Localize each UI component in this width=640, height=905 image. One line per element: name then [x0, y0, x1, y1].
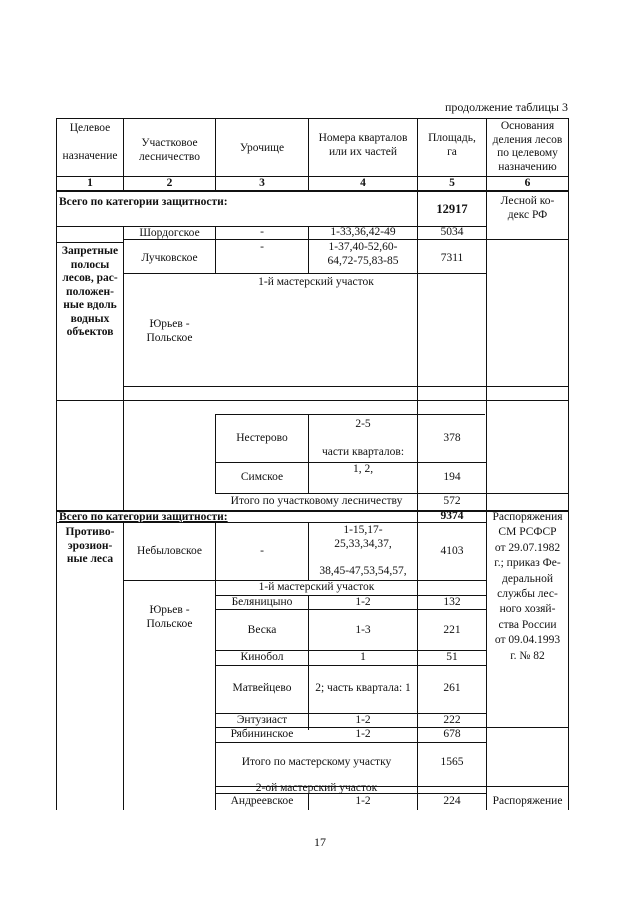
quarters-spacer — [309, 551, 417, 565]
header-line: по целевому — [497, 147, 558, 159]
tract-cell: Рябининское — [230, 728, 294, 740]
total-protection-label: Всего по категории защитности: — [59, 511, 228, 523]
col-number: 4 — [360, 177, 366, 189]
purpose-cell — [57, 245, 123, 340]
basis-line: г. № 82 — [510, 649, 545, 662]
area-cell: 132 — [443, 596, 461, 608]
area-cell: 378 — [443, 432, 461, 444]
purpose-line: полосы — [70, 258, 110, 271]
grid-line — [123, 386, 569, 387]
basis-line: Лесной ко- — [500, 195, 555, 207]
quarters-cell: 1-2 — [355, 795, 371, 807]
tract-cell: Кинобол — [240, 651, 284, 663]
grid-line — [215, 665, 486, 666]
grid-line — [486, 226, 487, 246]
basis-line: г.; приказ Фе- — [494, 557, 561, 570]
tract-cell: Энтузиаст — [236, 714, 288, 726]
quarters-line: 38,45-47,53,54,57, — [319, 565, 407, 577]
district-cell — [124, 604, 215, 631]
header-line: назначению — [498, 160, 557, 173]
purpose-line: положен- — [66, 285, 114, 298]
subtotal-area: 572 — [443, 495, 461, 507]
tract-cell: Симское — [240, 471, 284, 483]
purpose-line: Запретные — [61, 245, 119, 257]
master-plot-heading: 2-ой мастерский участок — [255, 782, 378, 794]
subtotal-area: 1565 — [440, 756, 464, 768]
quarters-cell — [309, 418, 417, 459]
col-number: 6 — [524, 177, 531, 189]
subtotal-label: Итого по участковому лесничеству — [230, 495, 403, 507]
quarters-cell: 1-2 — [355, 596, 371, 608]
purpose-line: Противо- — [65, 526, 115, 538]
col-number: 3 — [259, 177, 265, 189]
grid-line — [215, 414, 485, 415]
purpose-cell — [57, 526, 123, 567]
tract-cell: - — [260, 545, 264, 557]
purpose-line: водных — [70, 312, 110, 325]
tract-cell: Веска — [247, 624, 277, 636]
tract-cell: Матвейцево — [232, 682, 292, 694]
district-line: Юрьев - — [149, 318, 190, 330]
basis-line: ства России — [498, 618, 557, 631]
col-number: 1 — [87, 177, 93, 189]
page-number: 17 — [314, 835, 326, 849]
grid-line — [215, 493, 569, 494]
area-cell: 194 — [443, 471, 461, 483]
basis-line: от 29.07.1982 — [494, 541, 561, 554]
basis-line: декс РФ — [507, 208, 548, 221]
purpose-line: ные леса — [66, 553, 114, 565]
purpose-line: эрозион- — [67, 539, 113, 552]
header-line: га — [447, 145, 457, 158]
header-district — [124, 137, 215, 164]
tract-cell: - — [260, 226, 264, 238]
grid-line — [56, 242, 123, 243]
header-quarters — [309, 132, 417, 159]
district-line: Польское — [146, 331, 193, 344]
grid-line — [56, 118, 569, 119]
grid-line — [215, 742, 486, 743]
grid-line — [123, 226, 124, 512]
basis-line: Распоряжения — [492, 511, 563, 523]
quarters-cell: 2; часть квартала: 1 — [315, 682, 411, 694]
header-line: или их частей — [329, 145, 397, 158]
quarters-cell: 1 — [360, 651, 366, 663]
header-line: Целевое — [69, 122, 111, 134]
purpose-line: объектов — [66, 326, 114, 338]
purpose-line: лесов, рас- — [62, 272, 118, 284]
grid-line — [123, 523, 124, 810]
col-number: 5 — [449, 177, 455, 189]
area-cell: 261 — [443, 682, 461, 694]
total-area: 9374 — [440, 510, 464, 522]
quarters-cell: 1-2 — [355, 714, 371, 726]
basis-line: службы лес- — [497, 588, 558, 601]
header-line: Урочище — [239, 142, 285, 154]
area-cell: 224 — [443, 795, 461, 807]
header-area — [418, 132, 486, 159]
quarters-spacer — [309, 432, 417, 446]
subtotal-label: Итого по мастерскому участку — [241, 756, 392, 768]
basis-line: деральной — [502, 572, 553, 585]
district-cell: Шордогское — [139, 227, 200, 239]
grid-line — [568, 118, 569, 810]
area-cell: 7311 — [440, 252, 464, 264]
header-line: лесничество — [139, 150, 200, 163]
header-line: Номера кварталов — [318, 132, 408, 144]
quarters-cell: 1-2 — [355, 728, 371, 740]
total-area: 12917 — [436, 202, 468, 216]
basis-line: от 09.04.1993 — [494, 634, 561, 647]
header-line: назначение — [62, 149, 118, 162]
quarters-line: 1-15,17- — [343, 524, 383, 536]
area-cell: 221 — [443, 624, 461, 636]
district-line: Юрьев - — [149, 604, 190, 616]
grid-line — [486, 493, 487, 511]
table-continuation-caption: продолжение таблицы 3 — [444, 100, 568, 114]
quarters-cell: 1, 2, — [352, 463, 374, 475]
grid-line — [417, 226, 418, 512]
grid-line — [56, 400, 569, 401]
area-cell: 222 — [443, 714, 461, 726]
total-protection-label: Всего по категории защитности: — [59, 196, 228, 208]
quarters-line: 64,72-75,83-85 — [327, 254, 399, 267]
basis-cell: Распоряжение — [492, 795, 563, 807]
tract-cell: Нестерово — [236, 432, 288, 444]
area-cell: 678 — [443, 728, 461, 740]
district-line: Польское — [146, 617, 193, 630]
basis-cell — [487, 510, 568, 664]
quarters-cell: 1-33,36,42-49 — [330, 226, 396, 238]
quarters-line: 2-5 — [355, 418, 371, 430]
grid-line — [486, 246, 487, 510]
district-cell — [124, 318, 215, 345]
header-line: Площадь, — [428, 132, 476, 144]
basis-line: ного хозяй- — [499, 603, 556, 616]
master-plot-heading: 1-й мастерский участок — [258, 276, 374, 288]
tract-cell: Андреевское — [230, 795, 294, 807]
master-plot-heading: 1-й мастерский участок — [258, 581, 375, 593]
grid-line — [123, 273, 486, 274]
quarters-cell — [309, 524, 417, 579]
header-line: Основания — [500, 120, 555, 132]
quarters-line: 25,33,34,37, — [334, 537, 392, 550]
quarters-cell: 1-3 — [355, 624, 371, 636]
header-tract — [216, 142, 308, 156]
header-line: деления лесов — [492, 133, 563, 146]
header-line: Участковое — [141, 137, 198, 149]
tract-cell: Беляницыно — [231, 596, 293, 608]
district-cell: Лучковское — [141, 252, 198, 264]
area-cell: 5034 — [440, 226, 464, 238]
basis-line: СМ РСФСР — [498, 526, 557, 539]
quarters-line: части кварталов: — [321, 445, 405, 458]
area-cell: 51 — [446, 651, 458, 663]
basis-cell — [487, 195, 568, 222]
header-purpose — [57, 122, 123, 163]
header-spacer — [57, 136, 123, 150]
tract-cell: - — [260, 241, 264, 253]
quarters-cell — [309, 241, 417, 268]
grid-line — [56, 118, 57, 810]
area-cell: 4103 — [440, 545, 464, 557]
quarters-line: 1-37,40-52,60- — [328, 241, 398, 253]
header-basis — [487, 120, 568, 174]
purpose-line: ные вдоль — [63, 299, 117, 311]
col-number: 2 — [166, 177, 173, 189]
district-cell: Небыловское — [137, 545, 202, 557]
